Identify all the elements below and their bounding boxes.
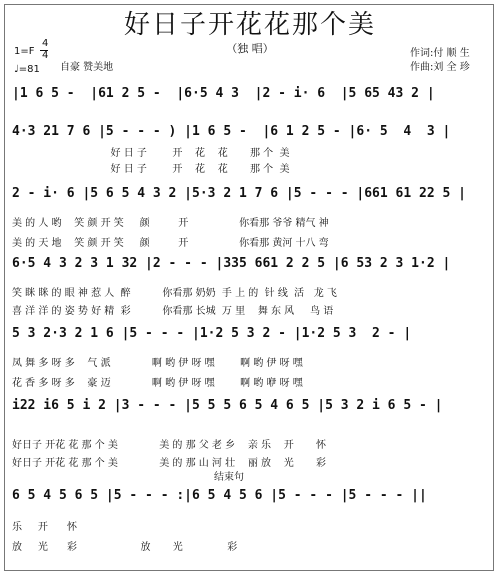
expression-mark: 自豪 赞美地 [60, 62, 114, 73]
score-line-4-lyrics-2: 喜 洋 洋 的 姿 势 好 精 彩 你看那 长城 万 里 舞 东 风 鸟 语 [12, 306, 334, 317]
composer: 作曲:刘 全 珍 [410, 62, 470, 73]
score-line-7-lyrics-2: 放 光 彩 放 光 彩 [12, 542, 238, 553]
time-signature-top: 4 [42, 38, 49, 49]
score-line-4-lyrics-1: 笑 眯 眯 的 眼 神 惹 人 醉 你看那 奶奶 手 上 的 针 线 活 龙 飞 [12, 288, 337, 299]
score-line-3-lyrics-1: 美 的 人 哟 笑 颜 开 笑 颜 开 你看那 爷爷 精气 神 [12, 218, 329, 229]
song-subtitle: （独 唱） [226, 42, 274, 55]
score-line-2-lyrics-1: 好 日 子 开 花 花 那 个 美 [12, 148, 290, 159]
coda-label: 结束句 [214, 472, 244, 483]
score-line-7-lyrics-1: 乐 开 怀 [12, 522, 77, 533]
score-line-5-lyrics-1: 凤 舞 多 呀 多 气 派 啊 哟 伊 呀 嘿 啊 哟 伊 呀 嘿 [12, 358, 303, 369]
score-line-2-notes: 4·3 21 7 6 |5 - - - ) |1 6 5 - |6 1 2 5 - |6· 5 4 3 | [12, 124, 451, 139]
key-signature: 1=F [14, 46, 35, 57]
time-signature-bar [40, 50, 48, 51]
score-line-4-notes: 6·5 4 3 2 3 1 32 |2 - - - |335 661 2 2 5 |6 53 2 3 1·2 | [12, 256, 451, 271]
score-line-5-lyrics-2: 花 香 多 呀 多 豪 迈 啊 哟 伊 呀 嘿 啊 哟 咿 呀 嘿 [12, 378, 303, 389]
score-line-6-lyrics-1: 好日子 开花 花 那 个 美 美 的 那 父 老 乡 亲 乐 开 怀 [12, 440, 326, 451]
score-line-3-notes: 2 - i· 6 |5 6 5 4 3 2 |5·3 2 1 7 6 |5 - - - |661 61 22 5 | [12, 186, 466, 201]
score-line-1-notes: |1 6 5 - |61 2 5 - |6·5 4 3 |2 - i· 6 |5 65 43 2 | [12, 86, 435, 101]
score-line-6-notes: i22 i6 5 i 2 |3 - - - |5 5 5 6 5 4 6 5 |5 3 2 i 6 5 - | [12, 398, 443, 413]
tempo-mark: ♩=81 [14, 64, 40, 75]
song-title: 好日子开花花那个美 [123, 10, 376, 40]
lyricist: 作词:付 顺 生 [410, 48, 470, 59]
score-line-6-lyrics-2: 好日子 开花 花 那 个 美 美 的 那 山 河 壮 丽 放 光 彩 [12, 458, 326, 469]
score-line-5-notes: 5 3 2·3 2 1 6 |5 - - - |1·2 5 3 2 - |1·2 5 3 2 - | [12, 326, 412, 341]
time-signature-bottom: 4 [42, 50, 49, 61]
score-line-7-notes: 6 5 4 5 6 5 |5 - - - :|6 5 4 5 6 |5 - - - |5 - - - || [12, 488, 427, 503]
score-line-3-lyrics-2: 美 的 天 地 笑 颜 开 笑 颜 开 你看那 黄河 十八 弯 [12, 238, 329, 249]
score-line-2-lyrics-2: 好 日 子 开 花 花 那 个 美 [12, 164, 290, 175]
